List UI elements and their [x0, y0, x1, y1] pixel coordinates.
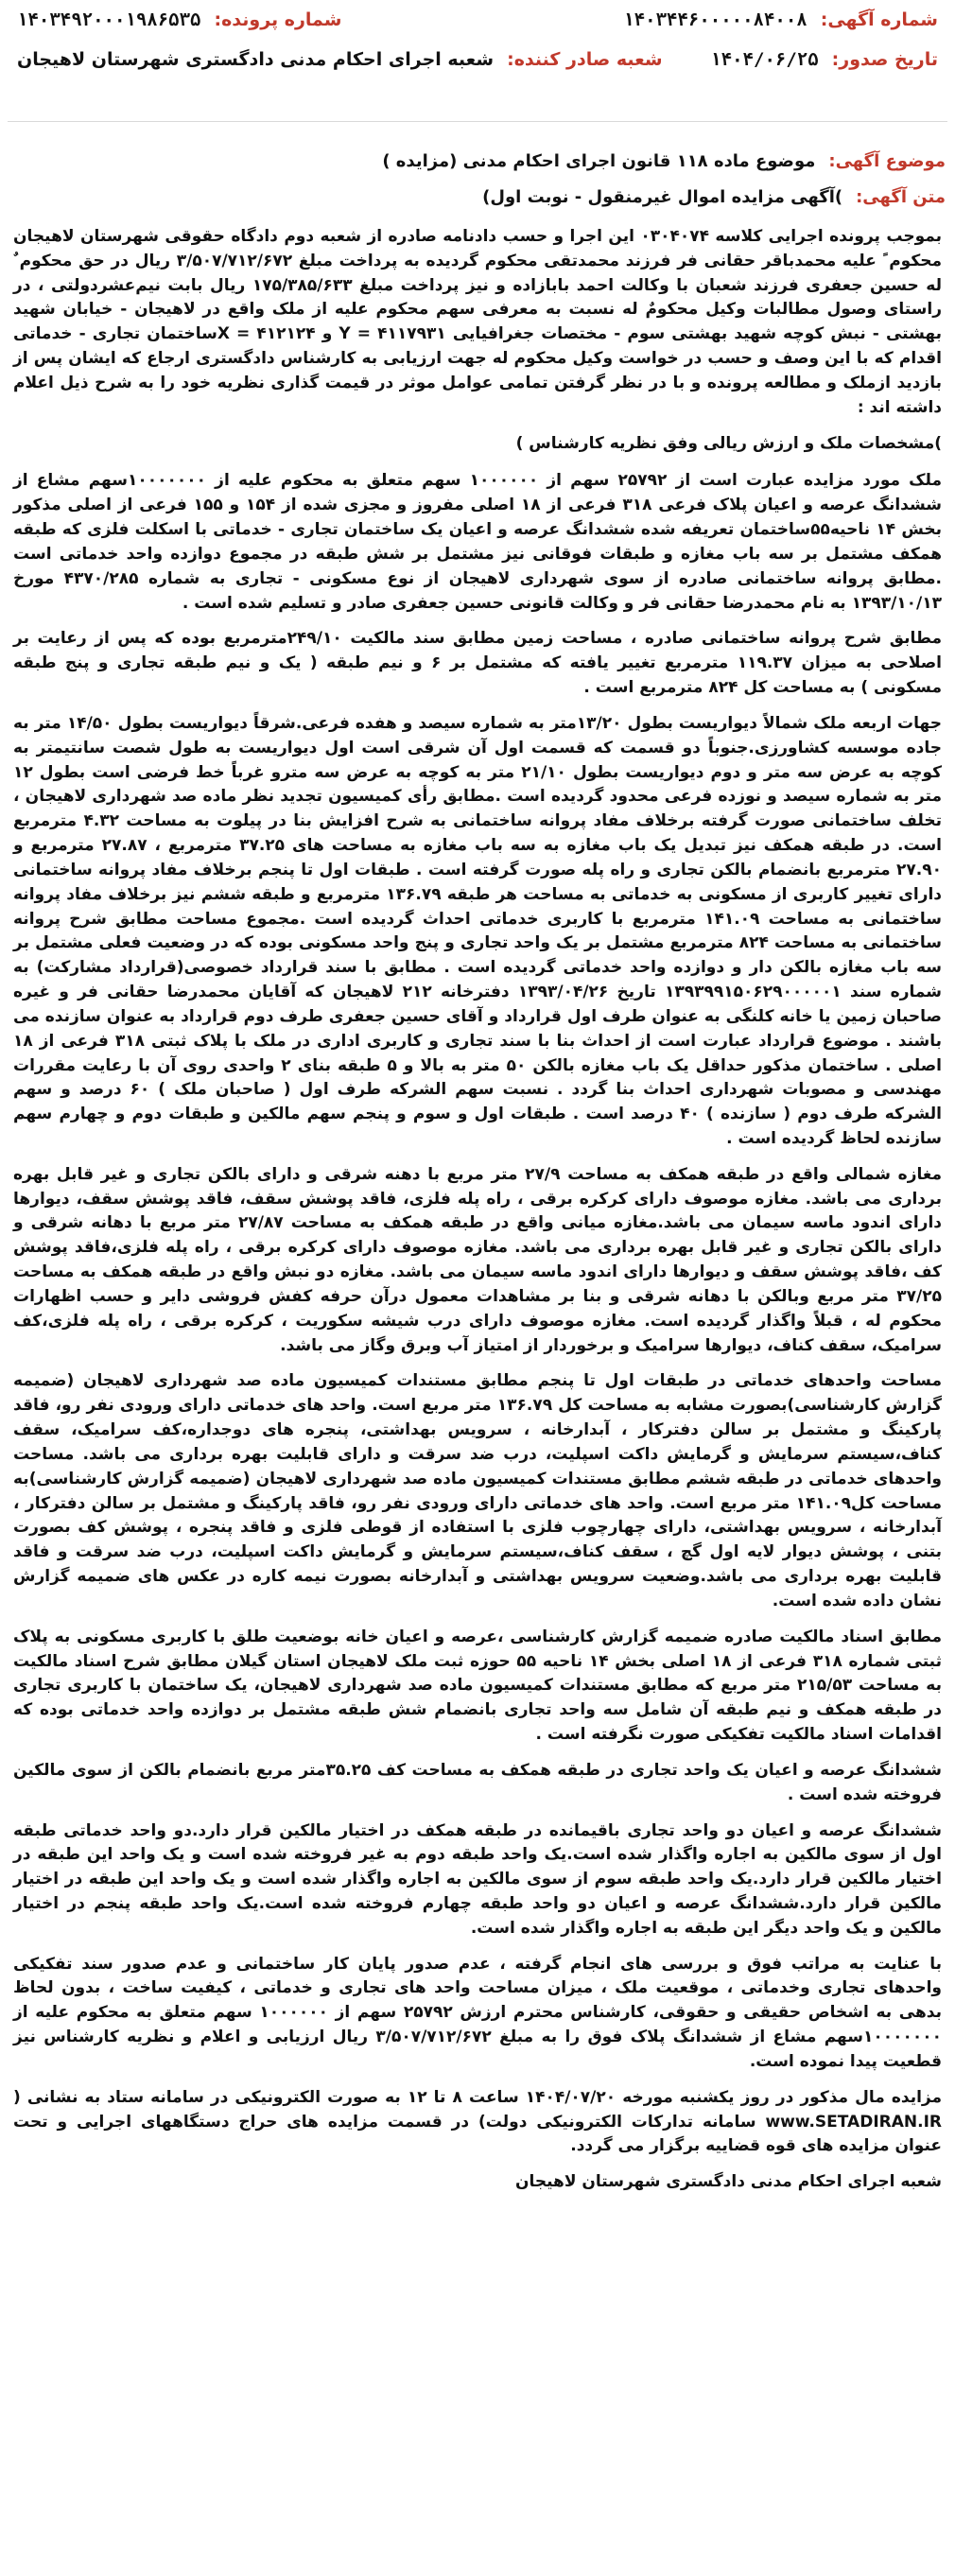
- paragraph-property: ملک مورد مزایده عبارت است از ۲۵۷۹۲ سهم از ۱۰۰۰۰۰۰ سهم متعلق به محکوم علیه از ۱۰۰۰۰۰۰۰سهم مشاع از ششدانگ عرصه و اعیان پلاک فرعی ۳۱۸ فرعی از ۱۸ اصلی مفروز و مجزی شده از ۱۵۴ و ۱۵۵ فرعی از اصلی مذکور بخش ۱۴ ناحیه۵۵ساختمان تعریفه شده ششدانگ عرصه و اعیان یک ساختمان تجاری - خدماتی با اسکلت فلزی که طبقه همکف مشتمل بر سه باب مغازه و طبقات فوقانی نیز مشتمل بر شش طبقه در مجموع دوازده واحد خدماتی است .مطابق پروانه ساختمانی صادره از سوی شهرداری لاهیجان از نوع مسکونی - تجاری به شماره ۴۳۷۰/۲۸۵ مورخ ۱۳۹۳/۱۰/۱۳ به نام محمدرضا حقانی فر و وکالت قانونی حسین جعفری صادر و تسلیم شده است .: [13, 471, 943, 613]
- text-head-label: متن آگهی:: [856, 187, 946, 207]
- issuer-block: [17, 49, 663, 70]
- issue-date-label: تاریخ صدور:: [831, 49, 938, 70]
- case-number-label: شماره پرونده:: [214, 9, 342, 30]
- paragraph-shops: مغازه شمالی واقع در طبقه همکف به مساحت ۲۷/۹ متر مربع با دهنه شرقی و دارای بالکن تجاری و غیر قابل بهره برداری می باشد. مغازه موصوف دارای کرکره برقی ، راه پله فلزی، فاقد پوشش سقف، فاقد پوشش سقف، دیوارها دارای اندود ماسه سیمان می باشد.مغازه میانی واقع در طبقه همکف به مساحت ۲۷/۸۷ متر مربع با دهانه شرقی و دارای بالکن تجاری و غیر قابل بهره برداری می باشد. مغازه موصوف دارای کرکره برقی ، راه پله فلزی،فاقد پوشش کف ،فاقد پوشش سقف و دیوارها دارای اندود ماسه سیمان می باشد. مغازه دو نبش واقع در طبقه همکف به مساحت ۳۷/۲۵ متر مربع وبالکن با دهانه شرقی و بنا بر مشاهدات معمول درآن حرفه کفش فروشی دایر و حسب اظهارات محکوم له ، قبلاً واگذار گردیده است. مغازه موصوف دارای درب شیشه سکوریت ، کرکره برقی ، راه پله فلزی،کف سرامیک، سقف کناف، دیوارها سرامیک و برخوردار از امتیاز آب وبرق وگاز می باشد.: [13, 1164, 942, 1355]
- case-number-block: [17, 9, 341, 30]
- paragraph-sold-unit: ششدانگ عرصه و اعیان یک واحد تجاری در طبقه همکف به مساحت کف ۳۵.۲۵متر مربع بانضمام بالکن از سوی مالکین فروخته شده است .: [13, 1760, 943, 1804]
- subject-line: [9, 151, 946, 171]
- issue-date-value: ۱۴۰۴/۰۶/۲۵: [710, 49, 819, 70]
- issue-date-block: [710, 49, 938, 70]
- paragraph-ownership-docs: مطابق اسناد مالکیت صادره ضمیمه گزارش کارشناسی ،عرصه و اعیان خانه بوضعیت طلق با کاربری مسکونی به پلاک ثبتی شماره ۳۱۸ فرعی از ۱۸ اصلی بخش ۱۴ ناحیه ۵۵ حوزه ثبت ملک لاهیجان استان گیلان مطابق شرح اسناد مالکیت به مساحت ۲۱۵/۵۳ متر مربع که مطابق مستندات کمیسیون ماده صد شهرداری لاهیجان، یک ساختمان با کاربری تجاری در طبقه همکف و نیم طبقه آن شامل سه واحد تجاری بانضمام شش طبقه مشتمل بر دوازده واحد خدماتی بوده که اقدامات اسناد مالکیت تفکیکی صورت نگرفته است .: [13, 1627, 943, 1745]
- issuer-label: شعبه صادر کننده:: [507, 49, 663, 70]
- paragraph-auction-time: مزایده مال مذکور در روز یکشنبه مورخه ۱۴۰۴/۰۷/۲۰ ساعت ۸ تا ۱۲ به صورت الکترونیکی در سامانه ستاد به نشانی ( www.SETADIRAN.IR سامانه تدارکات الکترونیکی دولت) در قسمت مزایده های حراج دستگاههای اجرایی و تحت عنوان مزایده های قوه قضاییه برگزار می گردد.: [13, 2087, 943, 2156]
- paragraph-service-units: مساحت واحدهای خدماتی در طبقات اول تا پنجم مطابق مستندات کمیسیون ماده صد شهرداری لاهیجان (ضمیمه گزارش کارشناسی)بصورت مشابه به مساحت کل ۱۳۶.۷۹ متر مربع است. واحد های خدماتی دارای ورودی نفر رو، فاقد پارکینگ و مشتمل بر سالن دفترکار ، آبدارخانه ، سرویس بهداشتی، پنجره های دوجداره،کف سرامیک، سقف کناف،سیستم سرمایش و گرمایش داکت اسپلیت، درب ضد سرقت و دارای قابلیت بهره برداری می باشد. مساحت واحدهای خدماتی در طبقه ششم مطابق مستندات کمیسیون ماده صد شهرداری لاهیجان (ضمیمه گزارش کارشناسی)به مساحت کل۱۴۱.۰۹ متر مربع است. واحد های خدماتی دارای ورودی نفر رو، فاقد پارکینگ و مشتمل بر سالن دفترکار ، آبدارخانه ، سرویس بهداشتی، دارای چهارچوب فلزی با استفاده از قوطی فلزی و فاقد پنجره ، پوشش کف بصورت بتنی ، پوشش دیوار لایه اول گچ ، سقف کناف،سیستم سرمایش و گرمایش داکت اسپلیت، درب ضد سرقت و فاقد قابلیت بهره برداری می باشد.وضعیت سرویس بهداشتی و آبدارخانه بصورت نیمه کاره در عکس های ضمیمه گزارش نشان داده شده است.: [13, 1371, 942, 1610]
- paragraph-signature: شعبه اجرای احکام مدنی دادگستری شهرستان لاهیجان: [514, 2172, 942, 2192]
- paragraph-unit-status: ششدانگ عرصه و اعیان دو واحد تجاری باقیمانده در طبقه همکف در اختیار مالکین قرار دارد.دو واحد خدماتی طبقه اول از سوی مالکین به اجاره واگذار شده است.یک واحد طبقه دوم به غیر فروخته شده است و یک واحد این طبقه در اختیار مالکین قرار دارد.یک واحد طبقه سوم از سوی مالکین به اجاره واگذار شده است و یک واحد این طبقه در اختیار مالکین قرار دارد.ششدانگ عرصه و اعیان دو واحد طبقه چهارم فروخته شده است.یک واحد طبقه پنجم در اختیار مالکین و یک واحد دیگر این طبقه به اجاره واگذار شده است.: [13, 1820, 942, 1938]
- notice-header: [8, 0, 947, 122]
- case-number-value: ۱۴۰۳۴۹۲۰۰۰۱۹۸۶۵۳۵: [17, 9, 201, 30]
- text-head-line: [9, 187, 946, 207]
- paragraph-boundaries: جهات اربعه ملک شمالاً دیواریست بطول ۱۳/۲۰متر به شماره سیصد و هفده فرعی.شرقاً دیواریست بطول ۱۴/۵۰ متر به جاده موسسه کشاورزی.جنوباً دو قسمت که قسمت اول آن شرقی است اول دیواریست به طول شصت سانتیمتر به کوچه به عرض سه متر و دوم دیواریست بطول ۲۱/۱۰ متر به کوچه به عرض سه مترو غرباً خط فرضی است بطول ۱۲ متر به شماره سیصد و نوزده فرعی محدود گردیده است .مطابق رأی کمیسیون تجدید نظر ماده صد شهرداری لاهیجان ، تخلف ساختمانی صورت گرفته برخلاف مفاد پروانه ساختمانی به شرح افزایش بنا در پیلوت به مساحت ۴.۳۲ مترمربع است. در طبقه همکف نیز تبدیل یک باب مغازه به سه باب مغازه به مساحت های ۳۷.۲۵ مترمربع ، ۲۷.۸۷ مترمربع و ۲۷.۹۰ مترمربع بانضمام بالکن تجاری و راه پله صورت گرفته است . طبقات اول تا پنجم برخلاف مفاد پروانه ساختمانی دارای تغییر کاربری از مسکونی به خدماتی به مساحت هر طبقه ۱۳۶.۷۹ مترمربع و طبقه ششم نیز برخلاف مفاد پروانه ساختمانی به مساحت ۱۴۱.۰۹ مترمربع با کاربری خدماتی احداث گردیده است .مجموع مساحت مطابق شرح پروانه ساختمانی به مساحت ۸۲۴ مترمربع مشتمل بر یک واحد تجاری و پنج واحد مسکونی بوده که در وضعیت فعلی مشتمل بر سه باب مغازه بالکن دار و دوازده واحد خدماتی گردیده است . مطابق با سند قرارداد خصوصی(قرارداد مشارکت) به شماره سند ۱۳۹۳۹۹۱۵۰۶۲۹۰۰۰۰۰۱ تاریخ ۱۳۹۳/۰۴/۲۶ دفترخانه ۲۱۲ لاهیجان که آقایان محمدرضا حقانی فر و غیره صاحبان زمین یا خانه کلنگی به عنوان طرف اول قرارداد و آقای حسین جعفری طرف دوم قرارداد به عنوان سازنده می باشند . موضوع قرارداد عبارت است از احداث بنا با سند تجاری و کاربری اداری در ملک با پلاک ثبتی ۳۱۸ فرعی از ۱۸ اصلی . ساختمان مذکور حداقل یک باب مغازه بالکن ۵۰ متر به بالا و ۵ طبقه بنای ۲ واحدی روی آن با رعایت مقررات مهندسی و مصوبات شهرداری احداث بنا گردد . نسبت سهم الشرکه طرف اول ( صاحبان ملک ) ۶۰ درصد و سهم الشرکه طرف دوم ( سازنده ) ۴۰ درصد است . طبقات اول و سوم و پنجم سهم مالکین و طبقات دوم و چهارم سهم سازنده لحاظ گردیده است .: [13, 713, 943, 1148]
- ad-number-label: شماره آگهی:: [820, 9, 938, 30]
- paragraph-specs-title: )مشخصات ملک و ارزش ریالی وفق نظریه کارشناس ): [515, 433, 942, 453]
- notice-body: [13, 225, 942, 2206]
- issuer-value: شعبه اجرای احکام مدنی دادگستری شهرستان لاهیجان: [17, 49, 495, 70]
- subject-label: موضوع آگهی:: [828, 151, 946, 171]
- paragraph-valuation: با عنایت به مراتب فوق و بررسی های انجام گرفته ، عدم صدور پایان کار ساختمانی و عدم صدور سند تفکیکی واحدهای تجاری وخدماتی ، موقعیت ملک ، میزان مساحت واحد های تجاری و خدماتی ، کیفیت ساخت ، بدون لحاظ بدهی به اشخاص حقیقی و حقوقی، کارشناس محترم ارزش ۲۵۷۹۲ سهم از ۱۰۰۰۰۰۰ سهم متعلق به محکوم علیه از ۱۰۰۰۰۰۰۰سهم مشاع از ششدانگ پلاک فوق را به مبلغ ۳/۵۰۷/۷۱۲/۶۷۲ ریال ارزیابی و اعلام و نظریه کارشناس نیز قطعیت پیدا نموده است.: [13, 1954, 942, 2071]
- header-row-numbers: [17, 9, 938, 30]
- ad-number-block: [623, 9, 938, 30]
- paragraph-permit: مطابق شرح پروانه ساختمانی صادره ، مساحت زمین مطابق سند مالکیت ۲۴۹/۱۰مترمربع بوده که پس از رعایت بر اصلاحی به میزان ۱۱۹.۳۷ مترمربع تغییر یافته که مشتمل بر ۶ و نیم طبقه ( یک و نیم طبقه تجاری و پنج طبقه مسکونی ) به مساحت کل ۸۲۴ مترمربع است .: [13, 629, 942, 698]
- header-row-issue: [17, 49, 938, 70]
- paragraph-intro: بموجب پرونده اجرایی کلاسه ۰۳۰۴۰۷۴ این اجرا و حسب دادنامه صادره از شعبه دوم دادگاه حقوقی شهرستان لاهیجان محکوم ً علیه محمدباقر حقانی فر فرزند محمدتقی محکوم گردیده به پرداخت مبلغ ۳/۵۰۷/۷۱۲/۶۷۲ ریال در حق محکوم ٌ له حسین جعفری فرزند شعبان با وکالت احمد بابازاده و نیز پرداخت مبلغ ۱۷۵/۳۸۵/۶۳۳ ریال بابت نیم‌عشردولتی ، در راستای وصول مطالبات وکیل محکومٌ له نسبت به معرفی سهم محکوم علیه از ملک واقع در لاهیجان - خیابان شهید بهشتی - نبش کوچه شهید بهشتی سوم - مختصات جغرافیایی ۴۱۱۷۹۳۱ = Y و ۴۱۲۱۲۴ = Xساختمان تجاری - خدماتی اقدام که با این وصف و حسب در خواست وکیل محکوم له جهت ارزیابی به کارشناس دادگستری ارجاع که ایشان پس از بازدید ازملک و مطالعه پرونده و با در نظر گرفتن تمامی عوامل موثر در قیمت گذاری نظریه خود را به شرح ذیل اعلام داشته اند :: [13, 227, 943, 417]
- subject-value: موضوع ماده ۱۱۸ قانون اجرای احکام مدنی (مزایده ): [382, 151, 816, 171]
- text-head-value: )آگهی مزایده اموال غیرمنقول - نوبت اول): [482, 187, 843, 207]
- ad-number-value: ۱۴۰۳۴۴۶۰۰۰۰۰۸۴۰۰۸: [623, 9, 807, 30]
